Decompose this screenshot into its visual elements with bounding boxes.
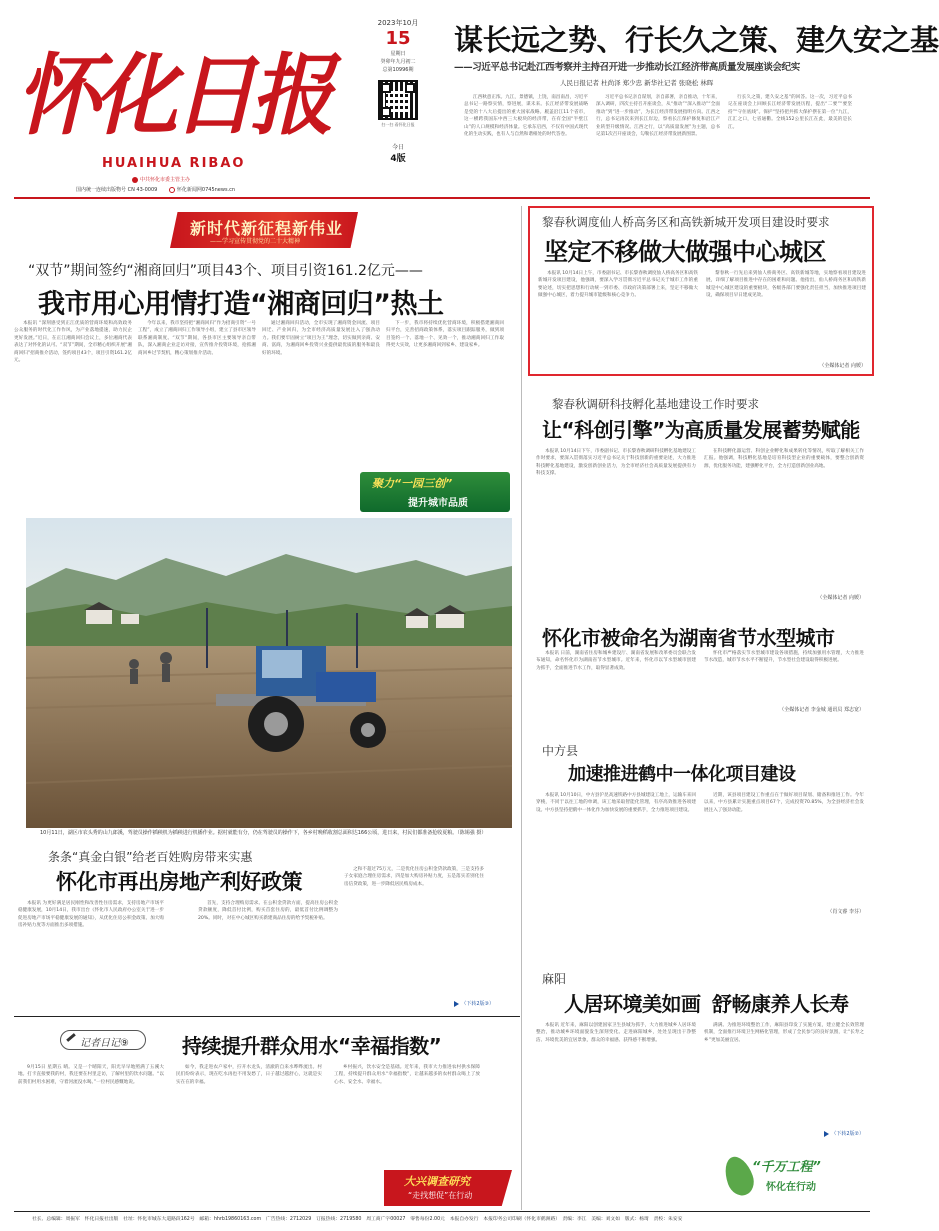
date-day: 15	[385, 28, 411, 49]
banner	[170, 212, 358, 252]
today-label: 今日	[391, 144, 404, 151]
cn-number: 国内统一连续出版物号 CN 43-0009	[76, 187, 158, 193]
badge-title: “千万工程”	[752, 1160, 821, 1175]
badge-sub: 怀化在行动	[766, 1182, 816, 1193]
story6-col-3: 之和不超过75万元，二是优化住房公积金贷款政策，三是支持多子女家庭合理住房需求，四是加大购房补贴力度，五是落实差别化住房信贷政策，进一步降低居民购房成本。	[344, 867, 484, 887]
footer-imprint: 社长、总编辑：周振军 怀化日报社出版 社址：怀化市城东大道路段162号 邮箱：hhrb19860163.com 广告热线：2712029 订报热线：2719580 周工商广字00027 零售每份2.00元 本报自办发行 本报印务公司印刷（怀化市鹤洲路） 责编：李江 美编：刘文如 版式：杨琦 责校：朱安安	[32, 1217, 683, 1222]
story1-kicker: “双节”期间签约“湘商回归”项目43个、项目引资161.2亿元——	[28, 263, 423, 279]
promo2-label: 大兴调查研究	[404, 1175, 470, 1188]
story4-byline: （全媒体记者 李金城 通讯员 郑志宽）	[779, 707, 864, 713]
website: 怀化新闻网0745news.cn	[176, 187, 236, 193]
story4-headline: 怀化市被命名为湖南省节水型城市	[542, 626, 835, 650]
story-center-city[interactable]	[528, 206, 874, 376]
story7-col-2: 如今，我走进农户家中，拧开水龙头，清澈的自来水哗哗流出。村民们纷纷表示，现在吃水再也不用发愁了，日子越过越舒心，这就是实实在在的幸福。	[176, 1065, 322, 1085]
banner-subtitle: ——学习宣传贯彻党的二十大精神	[210, 238, 301, 245]
promo-research[interactable]	[384, 1170, 512, 1206]
story4-col-1: 本报讯 日前，湖南省住房和城乡建设厅、湖南省发展和改革委员会联合发布通知，命名怀化市为湖南省节水型城市。近年来，怀化市以节水型城市创建为抓手，全面推进节水工作，取得显著成效。	[536, 651, 696, 671]
promo2-sub: “走找想促”在行动	[408, 1191, 473, 1200]
story3-headline: 让“科创引擎”为高质量发展蓄势赋能	[542, 418, 860, 442]
photo-tractor-field	[26, 518, 512, 828]
story1-col-4: 下一步，我市将持续优化营商环境，积极搭建湘商回归平台，完善招商政策体系，落实项目跟踪服务，做到项目签约一个、落地一个、见效一个，推动湘商回归工作取得更大实效，让更多湘商回到家乡、建设家乡。	[386, 321, 504, 349]
story3-col-2: 在科技孵化器运营、科创企业孵化和成果转化等情况，听取了解相关工作汇报。他强调，科技孵化基地是培育科技型企业的重要载体，要整合创新资源，优化服务功能，建强孵化平台，全力打造创新创业高地。	[704, 449, 864, 469]
promo-sub: 提升城市品质	[408, 498, 468, 509]
story8-col-2: 满满。为推进环境整治工作，麻阳县印发了实施方案，建立健全长效管理机制，全面推行环境卫生网格化管理，形成了全民参与的良好氛围，让“长寿之乡”更加美丽宜居。	[704, 1023, 864, 1043]
story2-col-1: 本报讯 10月14日上午，市委副书记、市长黎春秋调度仙人桥高务区和高铁新城开发项目建设，他强调，要深入学习贯彻习近平总书记关于城市工作的重要论述，切实把思想和行动统一到市委、市政府决策部署上来，坚定不移做大做强中心城区，着力提升城市能级和核心竞争力。	[538, 271, 698, 299]
lead-headline: 谋长远之势、行长久之策、建久安之基	[454, 23, 939, 57]
qr-code[interactable]	[378, 80, 418, 120]
story8-col-1: 本报讯 近年来，麻阳以创建国家卫生县城为抓手，大力推进城乡人居环境整治，推动城乡环境面貌发生深刻变化。走进麻阳城乡，处处呈现出干净整洁、环境优美的宜居景象，群众的幸福感、获得感不断增强。	[536, 1023, 696, 1043]
globe-icon	[169, 187, 175, 193]
publisher-logo	[132, 177, 138, 183]
story8-headline-b: 舒畅康养人长寿	[712, 992, 849, 1016]
date-lunar: 癸卯年九月初二	[380, 59, 416, 65]
lead-col-3: 行长久之策，建久安之基“的回答。这一次，习近平总书记在座谈会上回顾长江经济带发展历程，提出“二要”“要坚持”“守住底线”。保护“坚持把共抓大保护摆在第一位”九江，江汇之口，七省通衢。全线152公里长江在此，最美的是长江。	[728, 95, 852, 130]
story1-col-1: 本报讯 “深刻感受到正江优质的营商环境和高效政务公众服务的时代化工作作风，为产业落地提速，助力民企更好发展。”近日，在正江湘商回归会议上，多位湘商代表表达了对怀化的认可。“双节”期间，全市精心组织开展“湘商回归”招商推介活动，签约项目43个，项目引资161.2亿元。	[14, 321, 132, 364]
story-hezhong[interactable]	[528, 738, 874, 918]
diary-title: 记者日记⑨	[80, 1038, 129, 1049]
photo1-caption: 10月11日，湖区市农头秀的山九郎溪，驾驶员操作插秧机为插秧进行机播作业。据村就能有分，仍在驾驶员的操作下，各乡村晚稻收割总面积达166公顷，进日来，村民们都准备抢收夏粮。（陈锡强 摄）	[40, 830, 487, 836]
lead-story[interactable]	[440, 14, 939, 194]
story6-col-2: 首先，支持合理购房需求。在公积金贷款方面，提高住房公积金贷款额度，降低首付比例，购买首套住房的，最低首付比例调整为20%。同时，对在中心城区购买新建商品住房的给予契税补贴。	[198, 901, 338, 921]
story5-col-2: 近期，该县项目建设工作重点在于做好项目谋划、储备和推进工作。今年以来，中方县累计实施重点项目67个，完成投资70.85%，为全县经济社会发展注入了强劲动能。	[704, 793, 864, 813]
story8-kicker: 麻阳	[542, 972, 567, 986]
tractor-field-image	[26, 518, 512, 828]
masthead-title: 怀化日报	[16, 42, 329, 147]
story6-kicker: 条条“真金白银”给老百姓购房带来实惠	[48, 850, 253, 864]
lead-byline: 人民日报记者 杜尚泽 郑少忠 新华社记者 张晓松 林晖	[560, 79, 714, 87]
date-year-month: 2023年10月	[377, 19, 419, 27]
date-issue: 总第10996期	[382, 67, 414, 73]
badge-thousand-project[interactable]	[726, 1150, 848, 1204]
story4-col-2: 怀化市严格落实节水型城市建设各项措施，持续加强用水管理，大力推进节水改造，城市节水水平不断提升，节水型社会建设取得积极进展。	[704, 651, 864, 664]
story2-kicker: 黎春秋调度仙人桥高务区和高铁新城开发项目建设时要求	[542, 215, 830, 229]
masthead-pinyin: HUAIHUA RIBAO	[102, 156, 246, 171]
masthead	[14, 14, 362, 204]
story6-headline: 怀化市再出房地产利好政策	[56, 870, 302, 894]
story5-kicker: 中方县	[542, 744, 579, 758]
banner-title: 新时代新征程新伟业	[190, 219, 344, 238]
cn-number-line	[76, 186, 235, 193]
publisher: 中共怀化市委主管主办	[140, 177, 191, 183]
publisher-line	[132, 176, 190, 183]
story8-headline-a: 人居环境美如画	[564, 992, 701, 1016]
date-weekday: 星期日	[390, 51, 406, 57]
story8-continued[interactable]: （下转2版②）	[788, 1130, 864, 1137]
story3-col-1: 本报讯 10月14日下午，市委副书记、市长黎春秋调研科技孵化基地建设工作时要求，要深入贯彻落实习近平总书记关于科技创新的重要论述，大力推进科技孵化基地建设，激发创新创业活力，为全市经济社会高质量发展提供有力科技支撑。	[536, 449, 696, 477]
footer-rule	[14, 1211, 870, 1212]
promo-ribbon[interactable]	[360, 472, 510, 512]
section-divider	[14, 1016, 520, 1017]
story-housing-policy[interactable]	[14, 844, 520, 1014]
story7-headline: 持续提升群众用水“幸福指数”	[182, 1034, 442, 1058]
story5-headline: 加速推进鹤中一体化项目建设	[568, 764, 796, 785]
date-block	[366, 18, 430, 188]
lead-subtitle: ——习近平总书记赴江西考察并主持召开进一步推动长江经济带高质量发展座谈会纪实	[454, 62, 800, 73]
column-separator	[521, 206, 522, 1210]
story3-kicker: 黎春秋调研科技孵化基地建设工作时要求	[552, 397, 759, 411]
story-tech-incubator[interactable]	[528, 384, 874, 610]
story7-col-1: 9月15日 星期五 晴。又是一个晴阳天，阳光早早地照满了五溪大地。打卡直接要我的村，我还要在村里走访，了解村里的饮水问题。“以前我们村用水困难，守着河流没水喝。”一位村民感慨地说。	[18, 1065, 164, 1085]
story1-col-2: 今年以来，我市坚持把“湘商回归”作为招商引资“一号工程”，成立了湘商回归工作领导小组，建立了县市区领导联系湘商制度。“双节”期间，各县市区主要领导亲自带队，深入湘商企业走访对接，宣传推介投资环境，抢抓湘商回乡过节契机，精心策划推介活动。	[138, 321, 256, 356]
story7-col-3: 乡村振兴，饮水安全是基础。近年来，我市大力推进农村供水保障工程，持续提升群众用水“幸福指数”，让越来越多的农村群众喝上了放心水、安全水、幸福水。	[334, 1065, 480, 1085]
promo-label: 聚力“一园三创”	[372, 477, 453, 490]
lead-col-2: 习近平总书记亲自谋划，亲自部署，亲自推动，十年来，深入调研，四次主持召开座谈会，从“推动”“深入推动”“全面推动”到“进一步推动”，为长江经济带发展指明方向。江西之行，总书记再次来到长江岸边，察看长江保护修复和沿江产业转型升级情况。江西之行，以“高质量发展”为主题，总书记第1次召开座谈会，勾勒长江经济带发展新图景。	[596, 95, 720, 138]
story2-col-2: 黎春秋一行先后来到仙人桥商务区、高铁新城等地，实地察看项目建设进展，详细了解项目推进中存在的困难和问题。他指出，仙人桥商务区和高铁新城是中心城区建设的重要板块，各级各部门要强化责任担当，加快推进项目建设，确保项目早日建成见效。	[706, 271, 866, 299]
story6-continued[interactable]: （下转2版③）	[414, 1000, 494, 1007]
story2-byline: （全媒体记者 向媛）	[819, 363, 866, 369]
story1-col-3: 通过湘商回归活动，全市实现了湘商资金回流、项目回迁、产业回归，为全市经济高质量发展注入了强劲动力。我们要牢固树立“项目为王”理念，切实做到亲商、安商、富商，为湘商回乡投资兴业提供最优质的服务和最良好的环境。	[262, 321, 380, 356]
story2-headline: 坚定不移做大做强中心城区	[544, 238, 826, 266]
today-pages: 4版	[390, 154, 406, 164]
story5-byline: （肖文睿 李芬）	[827, 909, 864, 915]
masthead-divider	[14, 197, 870, 199]
story3-byline: （全媒体记者 向媛）	[817, 595, 864, 601]
story6-col-1: 本报讯 为更好满足居民刚性和改善性住房需求，支持房地产市场平稳健康发展，10月14日，我市出台《怀化市人民政府办公室关于进一步促进房地产市场平稳健康发展的通知》，从优化住房公积金政策、加大购房补贴力度等方面推出多项措施。	[18, 901, 164, 929]
story5-col-1: 本报讯 10月10日，中方县沪昆高速铁路中方县城建设工地上，运输车来回穿梭，不同于以往工地的单调，该工地采取智能化管理，有序高效推进各项建设。中方县坚持把鹤中一体化作为加快发展的重要抓手，全力推进项目建设。	[536, 793, 696, 813]
lead-col-1: 江西秋意正浓。九江，景德镇，上饶，南昌南昌，习近平总书记一路察实情，察进展，谋未来。长江经济带发展战略是党的十八大后提出的重大国家战略。履盖沿江11个省市，这一横跨我国东中西三大板块的经济带，在有全国“半壁江山”的人口规模和经济体量。它承东启西，不仅有中国式现代化的生动实践，也有人与自然和谐相处的时代答卷。	[464, 95, 588, 138]
story-water-saving[interactable]	[528, 620, 874, 726]
qr-caption: 扫一扫 看怀化日报	[381, 122, 415, 127]
story1-headline: 我市用心用情打造“湘商回归”热土	[38, 289, 444, 320]
